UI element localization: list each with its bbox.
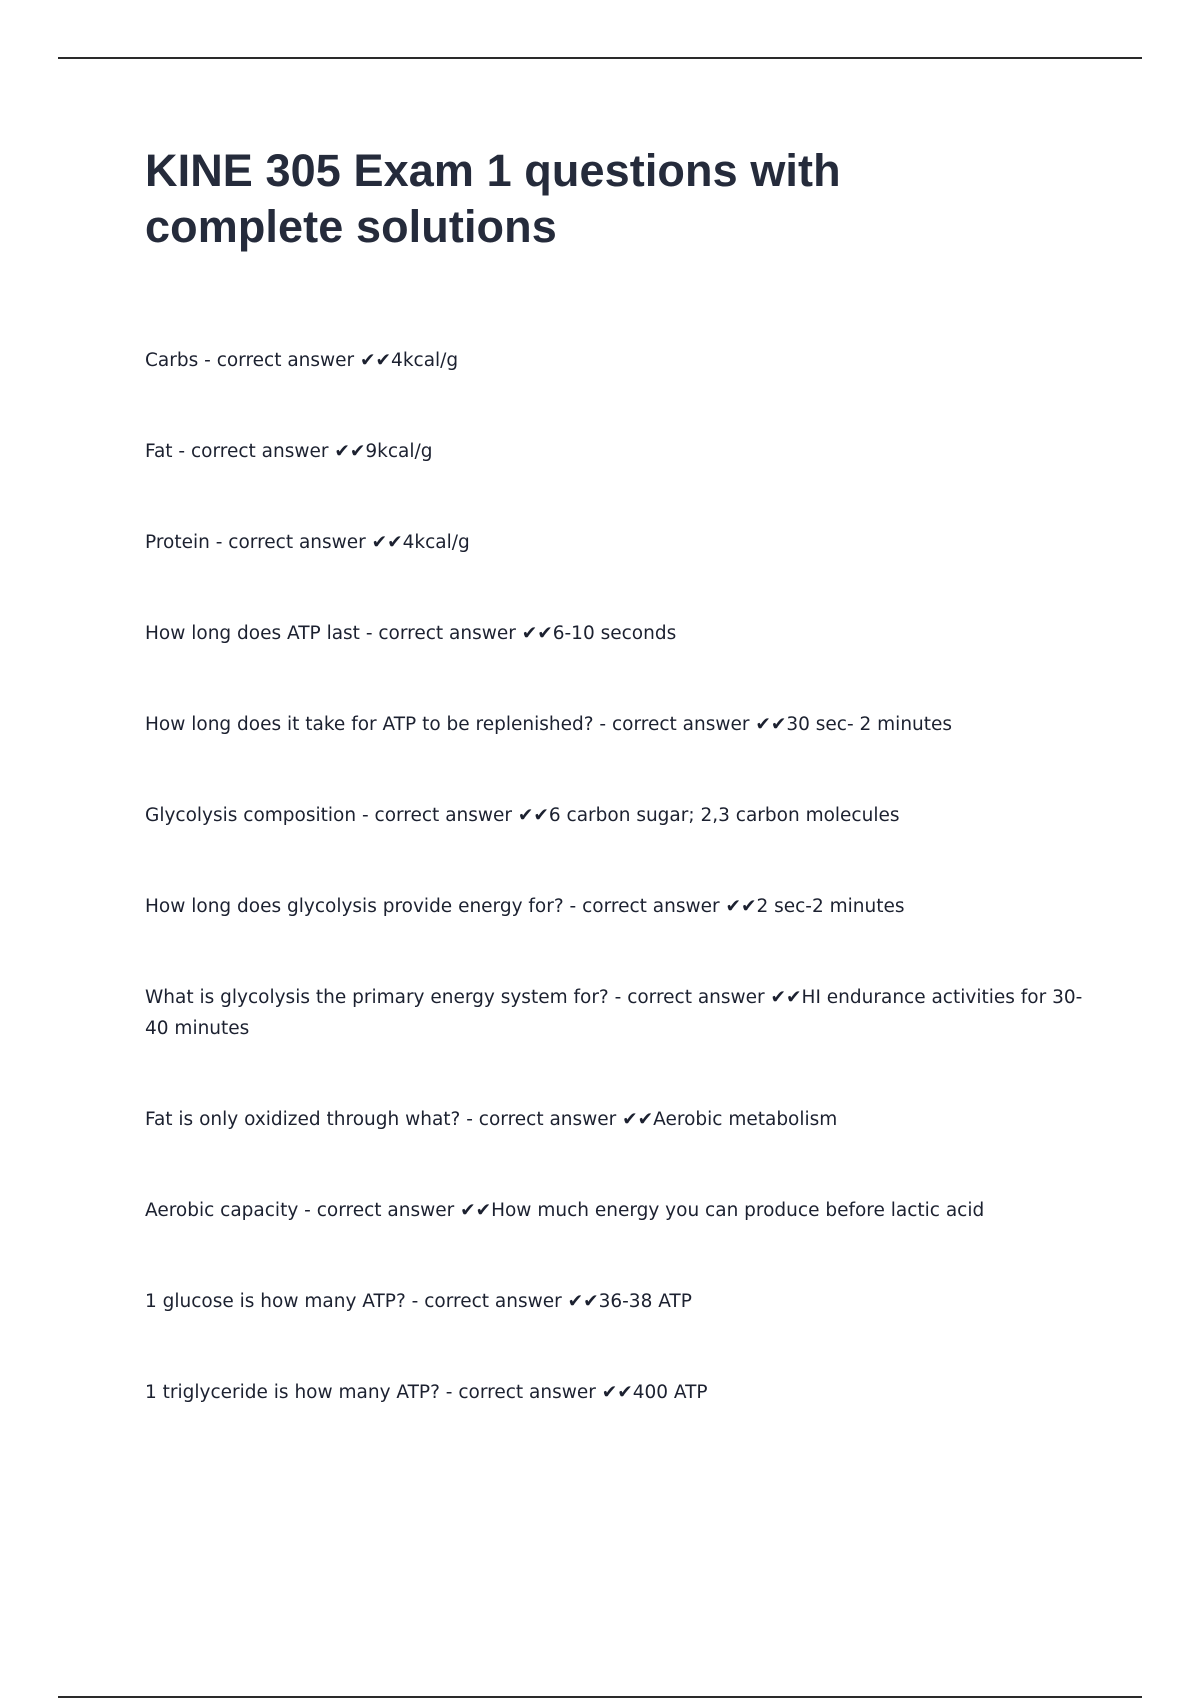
qa-separator: - [405,1291,425,1312]
qa-answer-marker: correct answer ✔✔ [611,714,787,735]
qa-question: Protein [145,532,210,553]
qa-question: Fat [145,441,173,462]
qa-separator: - [209,532,229,553]
qa-answer: How much energy you can produce before lactic acid [491,1200,985,1221]
qa-answer-marker: correct answer ✔✔ [478,1109,654,1130]
qa-list [145,345,1095,1468]
qa-answer: 6 carbon sugar; 2,3 carbon molecules [548,805,900,826]
qa-question: Aerobic capacity [145,1200,299,1221]
page-title: KINE 305 Exam 1 questions with complete solutions [145,145,841,252]
qa-answer-marker: correct answer ✔✔ [378,623,553,644]
qa-item [145,618,1095,649]
qa-answer-marker: correct answer ✔✔ [316,1200,492,1221]
qa-item [145,345,1095,376]
qa-answer-marker: correct answer ✔✔ [424,1291,599,1312]
qa-separator: - [439,1382,459,1403]
qa-question: Carbs [145,350,199,371]
qa-answer: 4kcal/g [402,532,470,553]
qa-separator: - [198,350,217,371]
qa-item [145,800,1095,831]
qa-item [145,436,1095,467]
qa-separator: - [356,805,375,826]
qa-answer: 400 ATP [632,1382,708,1403]
qa-separator: - [172,441,191,462]
qa-question: How long does glycolysis provide energy for? [145,896,564,917]
qa-question: How long does ATP last [145,623,360,644]
qa-question: Glycolysis composition [145,805,357,826]
qa-answer: 36-38 ATP [598,1291,692,1312]
qa-item [145,1377,1095,1408]
qa-separator: - [608,987,628,1008]
qa-item [145,1195,1095,1226]
qa-item [145,527,1095,558]
qa-separator: - [563,896,583,917]
qa-answer-marker: correct answer ✔✔ [228,532,403,553]
top-divider [58,57,1142,59]
qa-answer-marker: correct answer ✔✔ [374,805,549,826]
qa-answer: 30 sec- 2 minutes [786,714,953,735]
qa-item [145,1104,1095,1135]
qa-item [145,982,1095,1044]
qa-answer: 6-10 seconds [552,623,677,644]
qa-question: What is glycolysis the primary energy system for? [145,987,609,1008]
qa-question: 1 glucose is how many ATP? [145,1291,406,1312]
qa-answer-marker: correct answer ✔✔ [190,441,366,462]
qa-answer: 9kcal/g [365,441,433,462]
qa-item [145,891,1095,922]
qa-separator: - [460,1109,479,1130]
bottom-divider [58,1696,1142,1698]
qa-question: Fat is only oxidized through what? [145,1109,461,1130]
qa-answer: Aerobic metabolism [653,1109,838,1130]
qa-answer: 2 sec-2 minutes [756,896,905,917]
qa-separator: - [359,623,379,644]
qa-question: 1 triglyceride is how many ATP? [145,1382,440,1403]
qa-item [145,709,1095,740]
qa-answer: HI endurance activities for 30-40 minutes [145,987,1083,1039]
qa-separator: - [593,714,612,735]
qa-answer-marker: correct answer ✔✔ [627,987,802,1008]
qa-separator: - [298,1200,317,1221]
qa-answer-marker: correct answer ✔✔ [458,1382,633,1403]
qa-question: How long does it take for ATP to be replenished? [145,714,594,735]
qa-item [145,1286,1095,1317]
qa-answer-marker: correct answer ✔✔ [216,350,392,371]
qa-answer: 4kcal/g [391,350,459,371]
qa-answer-marker: correct answer ✔✔ [582,896,757,917]
